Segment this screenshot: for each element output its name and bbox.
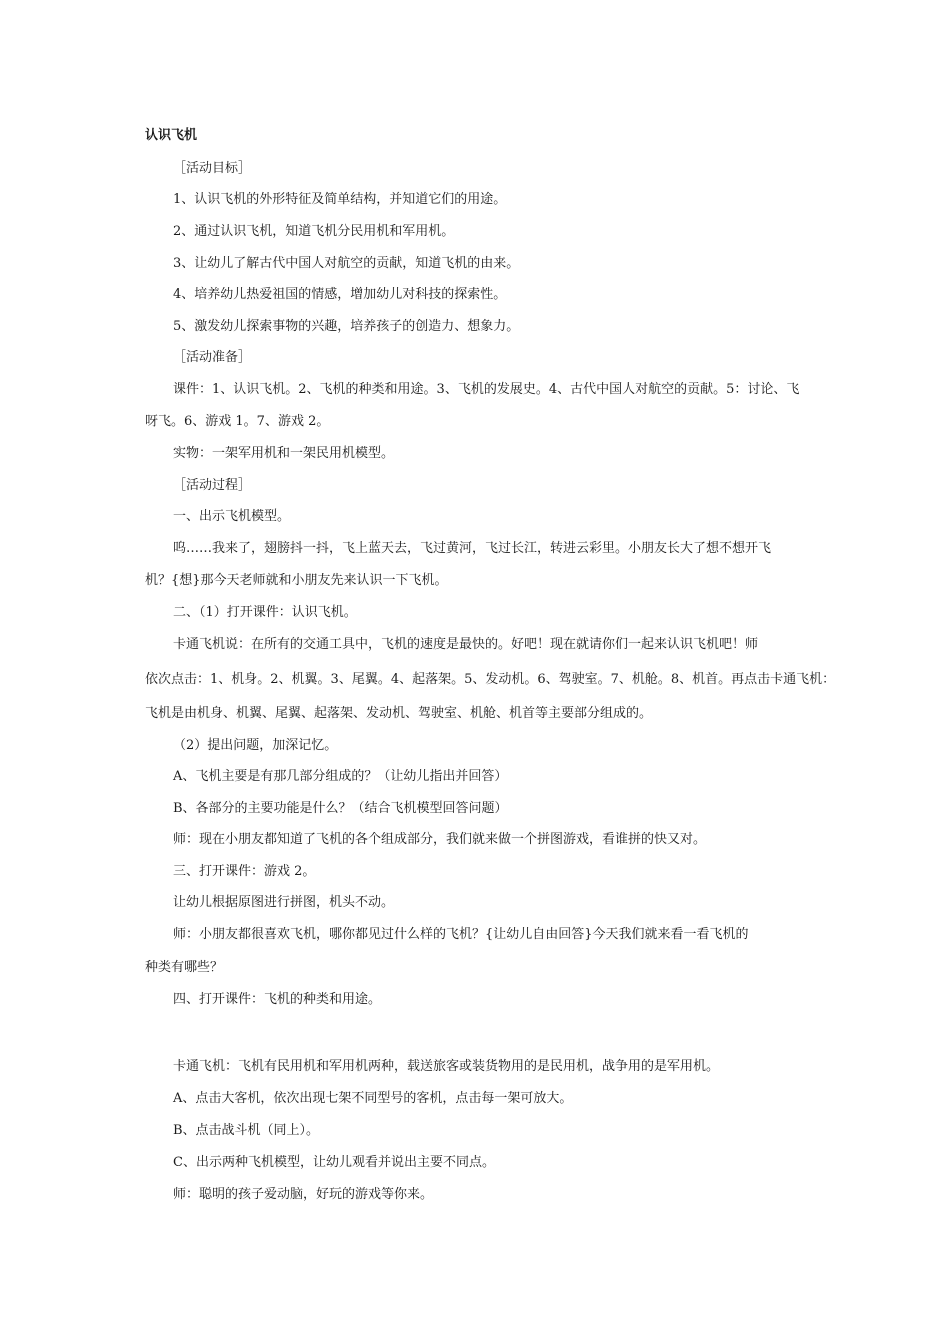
section-heading-process: ［活动过程］ bbox=[173, 478, 252, 493]
paragraph: 卡通飞机说：在所有的交通工具中，飞机的速度是最快的。好吧！现在就请你们一起来认识飞机吧！师 bbox=[173, 637, 759, 652]
paragraph: 5、激发幼儿探索事物的兴趣，培养孩子的创造力、想象力。 bbox=[173, 319, 520, 334]
paragraph: （2）提出问题，加深记忆。 bbox=[173, 738, 338, 753]
paragraph: 三、打开课件：游戏 2。 bbox=[173, 864, 316, 879]
paragraph-continuation: 飞机是由机身、机翼、尾翼、起落架、发动机、驾驶室、机舱、机首等主要部分组成的。 bbox=[145, 706, 653, 721]
paragraph: A、飞机主要是有那几部分组成的？（让幼儿指出并回答） bbox=[173, 769, 508, 784]
paragraph: 4、培养幼儿热爱祖国的情感，增加幼儿对科技的探索性。 bbox=[173, 287, 507, 302]
paragraph: 师：现在小朋友都知道了飞机的各个组成部分，我们就来做一个拼图游戏，看谁拼的快又对。 bbox=[173, 832, 707, 847]
paragraph: 让幼儿根据原图进行拼图，机头不动。 bbox=[173, 895, 395, 910]
paragraph: B、各部分的主要功能是什么？（结合飞机模型回答问题） bbox=[173, 801, 508, 816]
paragraph-continuation: 依次点击：1、机身。2、机翼。3、尾翼。4、起落架。5、发动机。6、驾驶室。7、机舱。8、机首。再点击卡通飞机： bbox=[145, 672, 836, 687]
paragraph-continuation: 呀飞。6、游戏 1。7、游戏 2。 bbox=[145, 414, 330, 429]
paragraph: 二、（1）打开课件：认识飞机。 bbox=[173, 605, 357, 620]
paragraph: 3、让幼儿了解古代中国人对航空的贡献，知道飞机的由来。 bbox=[173, 256, 520, 271]
document-title: 认识飞机 bbox=[145, 128, 198, 143]
paragraph: B、点击战斗机（同上）。 bbox=[173, 1123, 320, 1138]
paragraph: 卡通飞机：飞机有民用机和军用机两种，载送旅客或装货物用的是民用机，战争用的是军用机。 bbox=[173, 1059, 720, 1074]
paragraph: C、出示两种飞机模型，让幼儿观看并说出主要不同点。 bbox=[173, 1155, 495, 1170]
paragraph-continuation: 机？{想}那今天老师就和小朋友先来认识一下飞机。 bbox=[145, 573, 448, 588]
paragraph: 四、打开课件：飞机的种类和用途。 bbox=[173, 992, 382, 1007]
paragraph: 师：聪明的孩子爱动脑，好玩的游戏等你来。 bbox=[173, 1187, 434, 1202]
paragraph: 实物：一架军用机和一架民用机模型。 bbox=[173, 446, 395, 461]
paragraph: 2、通过认识飞机，知道飞机分民用机和军用机。 bbox=[173, 224, 455, 239]
section-heading-goals: ［活动目标］ bbox=[173, 161, 252, 176]
paragraph: 师：小朋友都很喜欢飞机，哪你都见过什么样的飞机？{让幼儿自由回答}今天我们就来看一看飞机的 bbox=[173, 927, 749, 942]
paragraph: 1、认识飞机的外形特征及简单结构，并知道它们的用途。 bbox=[173, 192, 507, 207]
paragraph: 呜……我来了，翅膀抖一抖，飞上蓝天去，飞过黄河，飞过长江，转进云彩里。小朋友长大了想不想开飞 bbox=[173, 541, 772, 556]
paragraph-continuation: 种类有哪些？ bbox=[145, 960, 224, 975]
section-heading-preparation: ［活动准备］ bbox=[173, 350, 252, 365]
paragraph: 课件：1、认识飞机。2、飞机的种类和用途。3、飞机的发展史。4、古代中国人对航空的贡献。5：讨论、飞 bbox=[173, 382, 800, 397]
paragraph: A、点击大客机，依次出现七架不同型号的客机，点击每一架可放大。 bbox=[173, 1091, 573, 1106]
paragraph: 一、出示飞机模型。 bbox=[173, 509, 291, 524]
